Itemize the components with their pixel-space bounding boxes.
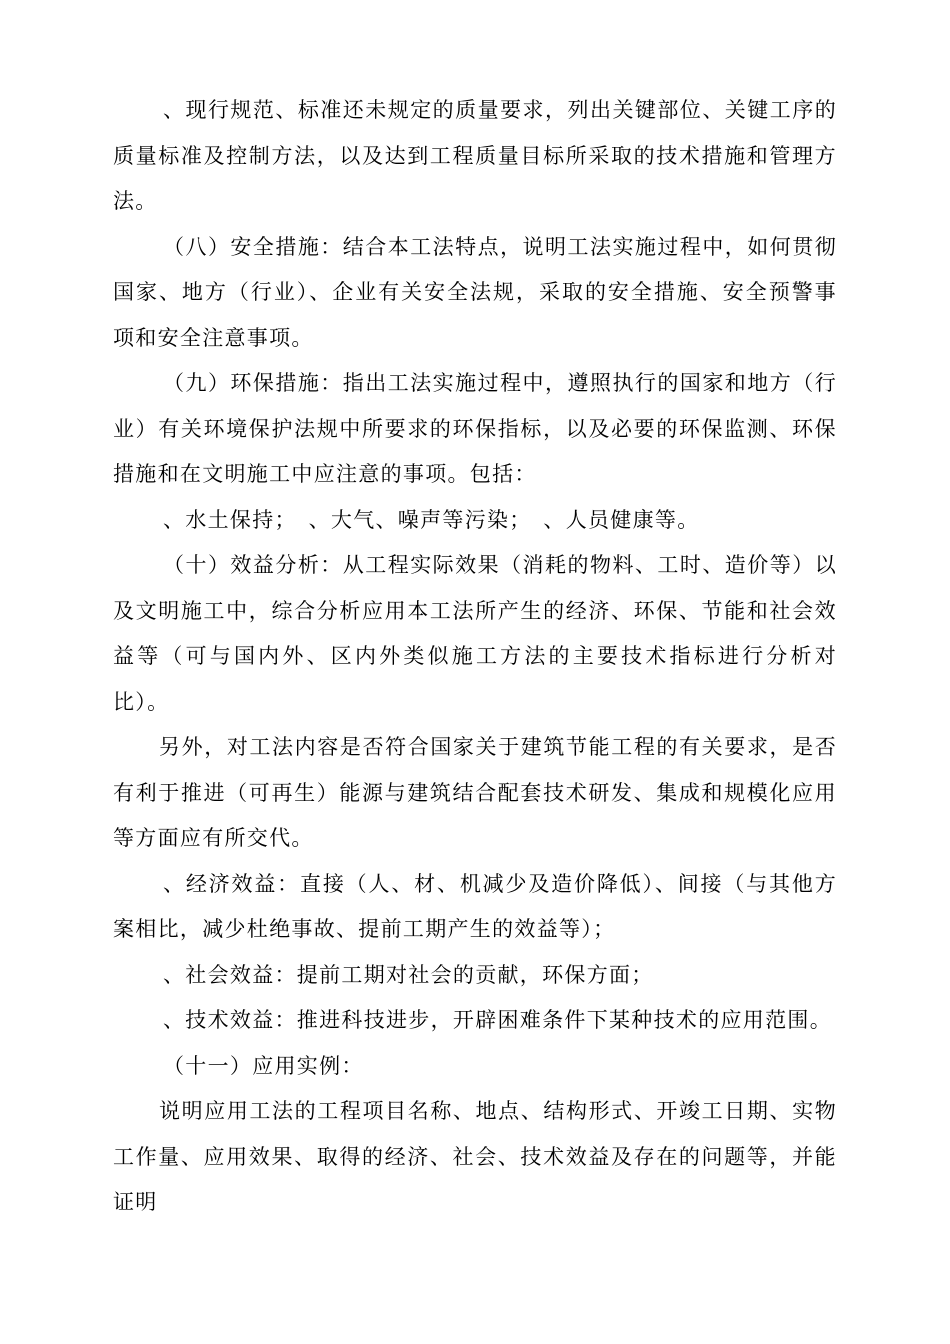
document-body xyxy=(113,88,837,1226)
paragraph-quality-requirements: 、现行规范、标准还未规定的质量要求，列出关键部位、关键工序的质量标准及控制方法，以及达到工程质量目标所采取的技术措施和管理方法。 xyxy=(113,98,837,213)
paragraph-technical-benefit: 、技术效益：推进科技进步，开辟困难条件下某种技术的应用范围。 xyxy=(163,1008,832,1032)
paragraph-environmental-measures: （九）环保措施：指出工法实施过程中，遵照执行的国家和地方（行业）有关环境保护法规中所要求的环保指标，以及必要的环保监测、环保措施和在文明施工中应注意的事项。包括： xyxy=(113,371,837,486)
paragraph-application-heading: （十一）应用实例： xyxy=(163,1053,364,1078)
paragraph-safety-measures: （八）安全措施：结合本工法特点，说明工法实施过程中，如何贯彻国家、地方（行业）、企业有关安全法规，采取的安全措施、安全预警事项和安全注意事项。 xyxy=(113,234,837,350)
paragraph-environmental-items: 、水土保持； 、大气、噪声等污染； 、人员健康等。 xyxy=(163,507,700,532)
paragraph-benefit-analysis: （十）效益分析：从工程实际效果（消耗的物料、工时、造价等）以及文明施工中，综合分析应用本工法所产生的经济、环保、节能和社会效益等（可与国内外、区内外类似施工方法的主要技术指标进行分析对比）。 xyxy=(113,553,837,714)
paragraph-economic-benefit: 、经济效益：直接（人、材、机减少及造价降低）、间接（与其他方案相比，减少杜绝事故、提前工期产生的效益等）； xyxy=(113,871,837,941)
paragraph-energy-saving: 另外，对工法内容是否符合国家关于建筑节能工程的有关要求，是否有利于推进（可再生）能源与建筑结合配套技术研发、集成和规模化应用等方面应有所交代。 xyxy=(113,735,837,850)
paragraph-social-benefit: 、社会效益：提前工期对社会的贡献，环保方面； xyxy=(163,962,654,987)
paragraph-application-description: 说明应用工法的工程项目名称、地点、结构形式、开竣工日期、实物工作量、应用效果、取得的经济、社会、技术效益及存在的问题等，并能证明 xyxy=(113,1099,837,1214)
